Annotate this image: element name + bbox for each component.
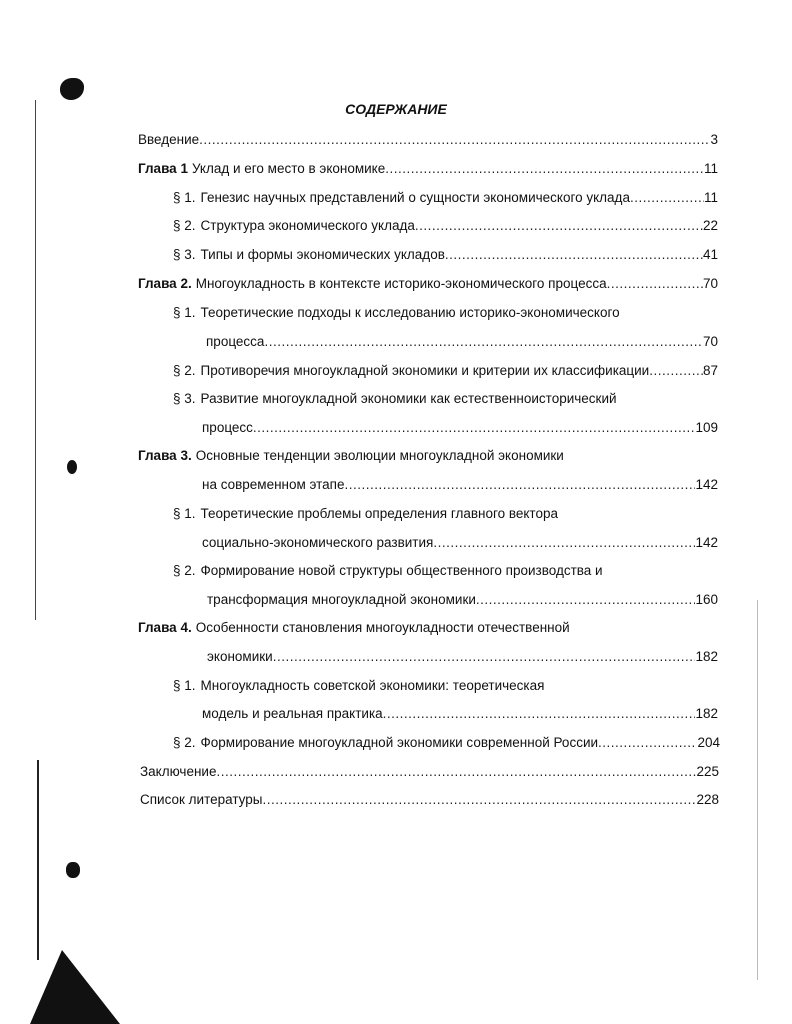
toc-entry-ch2-section-2: [173, 361, 718, 381]
toc-entry-title: Список литературы: [140, 792, 263, 807]
toc-entry-intro: [138, 130, 718, 150]
dot-leader: [264, 332, 703, 352]
toc-entry-title-cont: модель и реальная практика: [202, 706, 383, 721]
toc-entry-title: Формирование новой структуры общественного производства и: [200, 563, 603, 578]
toc-entry-title: Структура экономического уклада: [200, 218, 415, 233]
toc-entry-ch3-section-1-cont: [202, 533, 718, 553]
toc-entry-title: Противоречия многоукладной экономики и критерии их классификации: [200, 363, 650, 378]
toc-page-number: 22: [702, 218, 718, 233]
toc-entry-ch3-section-2: [173, 561, 718, 581]
chapter-label: Глава 3.: [138, 448, 192, 463]
toc-page-number: 160: [695, 592, 718, 607]
toc-entry-title: Типы и формы экономических укладов: [200, 247, 445, 262]
dot-leader: [598, 733, 697, 753]
section-label: § 1.: [173, 678, 196, 693]
dot-leader: [345, 475, 696, 495]
toc-page-number: 70: [702, 276, 718, 291]
toc-entry-chapter-4-cont: [207, 647, 718, 667]
chapter-label: Глава 4.: [138, 620, 192, 635]
section-label: § 3.: [173, 391, 196, 406]
toc-entry-title: Теоретические подходы к исследованию историко-экономического: [200, 305, 620, 320]
toc-entry-ch4-section-2: [173, 733, 720, 753]
toc-page-number: 182: [695, 649, 718, 664]
section-label: § 1.: [173, 305, 196, 320]
toc-page-number: 3: [710, 132, 718, 147]
chapter-label: Глава 1: [138, 161, 188, 176]
toc-entry-title-cont: процесс: [202, 420, 253, 435]
toc-entry-ch4-section-1: [173, 676, 718, 696]
toc-page-number: 225: [696, 764, 719, 779]
section-label: § 2.: [173, 218, 196, 233]
toc-entry-title: Многоукладность советской экономики: теоретическая: [200, 678, 545, 693]
section-label: § 3.: [173, 247, 196, 262]
dot-leader: [216, 762, 696, 782]
section-label: § 2.: [173, 563, 196, 578]
dot-leader: [415, 216, 703, 236]
section-label: § 2.: [173, 363, 196, 378]
toc-entry-chapter-3: [138, 446, 718, 466]
toc-page-number: 109: [695, 420, 718, 435]
toc-page-number: 70: [702, 334, 718, 349]
toc-entry-title: Теоретические проблемы определения главного вектора: [200, 506, 558, 521]
toc-page-number: 182: [695, 706, 718, 721]
toc-page-number: 204: [697, 735, 720, 750]
dot-leader: [433, 533, 695, 553]
toc-entry-title: Уклад и его место в экономике: [191, 161, 386, 176]
toc-page-number: 142: [695, 535, 718, 550]
toc-entry-chapter-1: [138, 159, 718, 179]
dot-leader: [253, 418, 696, 438]
toc-page-number: 87: [702, 363, 718, 378]
toc-page-number: 41: [702, 247, 718, 262]
toc-entry-title: Особенности становления многоукладности отечественной: [195, 620, 570, 635]
toc-entry-title-cont: экономики: [207, 649, 273, 664]
toc-entry-title: Заключение: [140, 764, 217, 779]
toc-entry-title: Многоукладность в контексте историко-экономического процесса: [195, 276, 607, 291]
toc-entry-ch2-section-3-cont: [202, 418, 718, 438]
dot-leader: [445, 245, 703, 265]
toc-entry-ch2-section-1: [173, 303, 718, 323]
toc-page-number: 11: [703, 190, 718, 205]
toc-entry-conclusion: [140, 762, 719, 782]
toc-entry-ch3-section-2-cont: [207, 590, 718, 610]
dot-leader: [476, 590, 696, 610]
toc-entry-ch1-section-2: [173, 216, 718, 236]
toc-entry-ch4-section-1-cont: [202, 704, 718, 724]
dot-leader: [630, 188, 704, 208]
toc-entry-chapter-3-cont: [202, 475, 718, 495]
dot-leader: [199, 130, 710, 150]
toc-entry-ch2-section-1-cont: [206, 332, 718, 352]
dot-leader: [263, 790, 697, 810]
toc-entry-title-cont: на современном этапе: [202, 477, 345, 492]
dot-leader: [607, 274, 703, 294]
dot-leader: [649, 361, 703, 381]
section-label: § 2.: [173, 735, 196, 750]
toc-entry-chapter-4: [138, 618, 718, 638]
dot-leader: [385, 159, 704, 179]
toc-entry-bibliography: [140, 790, 719, 810]
toc-entry-chapter-2: [138, 274, 718, 294]
toc-entry-title: Развитие многоукладной экономики как естественноисторический: [200, 391, 617, 406]
dot-leader: [273, 647, 696, 667]
toc-entry-ch3-section-1: [173, 504, 718, 524]
toc-entry-ch2-section-3: [173, 389, 718, 409]
toc-entry-ch1-section-1: [173, 188, 718, 208]
toc-entry-title-cont: социально-экономического развития: [202, 535, 434, 550]
page-title: СОДЕРЖАНИЕ: [345, 101, 447, 117]
toc-page-number: 142: [695, 477, 718, 492]
toc-entry-title-cont: трансформация многоукладной экономики: [207, 592, 476, 607]
toc-entry-title-cont: процесса: [206, 334, 265, 349]
toc-page-number: 11: [703, 161, 718, 176]
section-label: § 1.: [173, 190, 196, 205]
section-label: § 1.: [173, 506, 196, 521]
toc-entry-title: Введение: [138, 132, 200, 147]
toc-page-number: 228: [696, 792, 719, 807]
chapter-label: Глава 2.: [138, 276, 192, 291]
toc-entry-title: Генезис научных представлений о сущности экономического уклада: [200, 190, 630, 205]
toc-entry-ch1-section-3: [173, 245, 718, 265]
dot-leader: [383, 704, 696, 724]
toc-entry-title: Основные тенденции эволюции многоукладной экономики: [195, 448, 564, 463]
toc-entry-title: Формирование многоукладной экономики современной России: [200, 735, 599, 750]
